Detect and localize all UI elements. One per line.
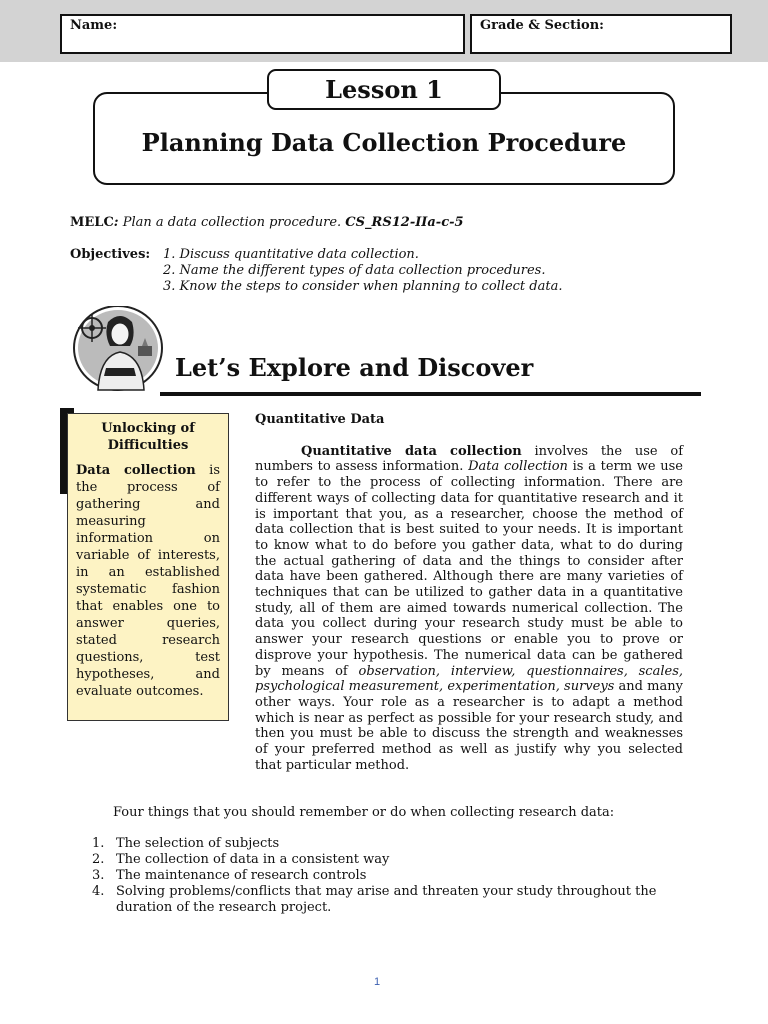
para-text: and many other ways. Your role as a researcher is to adapt a method which is near as perfect as possible for your research study, and then you must be able to discuss the strength and weaknesses of your preferred method as well as justify why you selected that particular method. (255, 679, 683, 773)
list-number: 3. (92, 868, 105, 883)
lesson-number: Lesson 1 (267, 69, 501, 110)
objective-item: 3. Know the steps to consider when planning to collect data. (163, 279, 563, 294)
melc-line (70, 215, 464, 230)
melc-label: MELC (70, 215, 114, 230)
melc-colon: : (113, 215, 119, 230)
list-text: The collection of data in a consistent way (116, 852, 390, 867)
list-item (92, 852, 692, 868)
lesson-title: Planning Data Collection Procedure (141, 128, 627, 157)
para-text: involves the use of numbers to assess information. (255, 443, 684, 475)
name-field[interactable] (60, 14, 465, 54)
unlocking-difficulties-box (67, 413, 229, 721)
grade-section-field[interactable] (470, 14, 732, 54)
list-item (92, 868, 692, 884)
sidebar-term: Data collection (76, 463, 196, 478)
melc-code: CS_RS12-IIa-c-5 (345, 215, 464, 230)
section-divider (160, 392, 701, 396)
para-italic-methods: observation, interview, questionnaires, scales, psychological measurement, experimentation, surveys (255, 663, 683, 695)
objective-item: 2. Name the different types of data collection procedures. (163, 263, 546, 278)
list-number: 1. (92, 836, 105, 851)
para-italic-term: Data collection (468, 459, 568, 475)
sidebar-definition-text: is the process of gathering and measuring information on variable of interests, in an established systematic fashion that enables one to answer queries, stated research questions, test hypotheses, and evaluate outcomes. (76, 463, 220, 699)
list-text: Solving problems/conflicts that may arise and threaten your study throughout the duration of the research project. (116, 884, 657, 915)
para-bold-term: Quantitative data collection (301, 443, 522, 459)
list-number: 2. (92, 852, 105, 867)
grade-section-label: Grade & Section: (480, 18, 604, 33)
student-illustration-icon (70, 306, 164, 392)
list-item (92, 836, 692, 852)
main-content (255, 412, 683, 773)
sidebar-definition (76, 462, 220, 700)
name-label: Name: (70, 18, 118, 33)
four-things-list (92, 836, 692, 916)
list-number: 4. (92, 884, 105, 899)
section-title: Let’s Explore and Discover (175, 353, 534, 382)
objectives-label: Objectives: (70, 247, 151, 262)
objective-item: 1. Discuss quantitative data collection. (163, 247, 419, 262)
list-item (92, 884, 692, 916)
main-paragraph (255, 444, 683, 774)
list-text: The maintenance of research controls (116, 868, 367, 883)
page-number: 1 (373, 976, 381, 988)
list-text: The selection of subjects (116, 836, 280, 851)
para-text: is a term we use to refer to the process of collecting information. There are different ways of collecting data for quantitative research and it is important that you, as a researcher, choose the method of data collection that is best suited to your needs. It is important to know what to do before you gather data, what to do during the actual gathering of data and the things to consider after data have been gathered. Although there are many varieties of techniques that can be utilized to gather data in a quantitative study, all of them are aimed towards numerical collection. The data you collect during your research study must be able to answer your research questions or enable you to prove or disprove your hypothesis. The numerical data can be gathered by means of (255, 459, 684, 679)
melc-text: Plan a data collection procedure. (122, 215, 342, 230)
four-things-intro: Four things that you should remember or do when collecting research data: (113, 805, 615, 820)
sidebar-heading: Unlocking of Difficulties (101, 421, 195, 453)
objectives-list (163, 247, 562, 295)
main-subheading: Quantitative Data (255, 412, 385, 427)
